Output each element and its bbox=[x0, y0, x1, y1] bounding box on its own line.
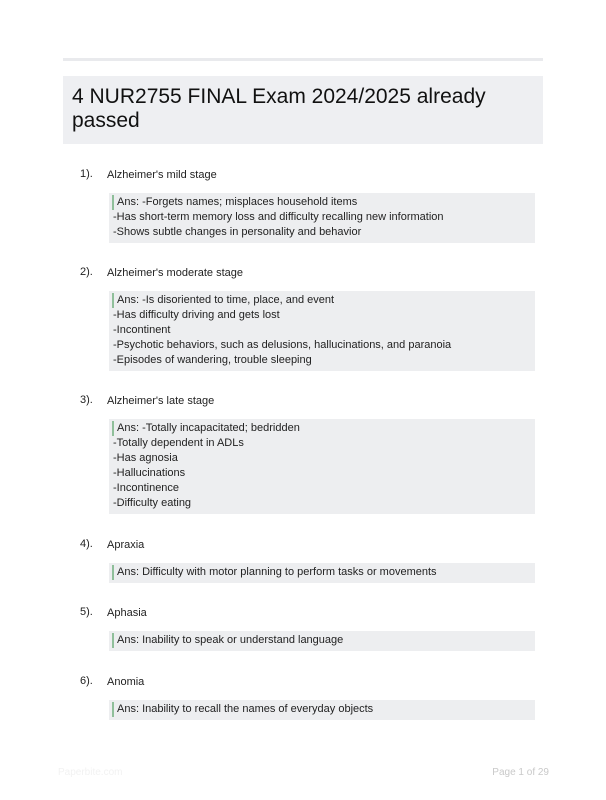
question-number: 6). bbox=[80, 675, 93, 687]
question-text: Alzheimer's mild stage bbox=[107, 169, 217, 181]
answer-line: -Psychotic behaviors, such as delusions, hallucinations, and paranoia bbox=[113, 339, 452, 351]
question-number: 4). bbox=[80, 538, 93, 550]
question-number: 2). bbox=[80, 266, 93, 278]
question-number: 3). bbox=[80, 394, 93, 406]
footer-watermark: Paperbite.com bbox=[58, 767, 123, 778]
answer-line: -Difficulty eating bbox=[113, 497, 192, 509]
answer-line: Ans: Difficulty with motor planning to perform tasks or movements bbox=[112, 565, 531, 580]
answer-line: -Has agnosia bbox=[113, 452, 178, 464]
answer-line: -Totally dependent in ADLs bbox=[113, 437, 244, 449]
answer-box bbox=[109, 193, 535, 243]
question-text: Apraxia bbox=[107, 539, 145, 551]
answer-box bbox=[109, 563, 535, 583]
question-text: Alzheimer's moderate stage bbox=[107, 267, 243, 279]
answer-box bbox=[109, 419, 535, 514]
answer-line: Ans: -Is disoriented to time, place, and event bbox=[112, 293, 531, 308]
page-indicator: Page 1 of 29 bbox=[492, 767, 549, 778]
top-divider bbox=[63, 58, 543, 61]
answer-box bbox=[109, 700, 535, 720]
answer-line: Ans: Inability to speak or understand language bbox=[112, 633, 531, 648]
answer-line: -Episodes of wandering, trouble sleeping bbox=[113, 354, 312, 366]
answer-line: Ans: -Totally incapacitated; bedridden bbox=[112, 421, 531, 436]
question-text: Aphasia bbox=[107, 607, 147, 619]
page-title: 4 NUR2755 FINAL Exam 2024/2025 already passed bbox=[72, 85, 486, 132]
answer-line: -Incontinence bbox=[113, 482, 180, 494]
answer-box bbox=[109, 631, 535, 651]
question-number: 5). bbox=[80, 606, 93, 618]
answer-line: -Has short-term memory loss and difficulty recalling new information bbox=[113, 211, 444, 223]
question-text: Anomia bbox=[107, 676, 145, 688]
answer-line: Ans: -Forgets names; misplaces household items bbox=[112, 195, 531, 210]
question-text: Alzheimer's late stage bbox=[107, 395, 215, 407]
answer-line: -Shows subtle changes in personality and behavior bbox=[113, 226, 362, 238]
answer-line: -Incontinent bbox=[113, 324, 171, 336]
title-banner bbox=[63, 76, 543, 144]
answer-line: Ans: Inability to recall the names of everyday objects bbox=[112, 702, 531, 717]
answer-line: -Hallucinations bbox=[113, 467, 186, 479]
answer-line: -Has difficulty driving and gets lost bbox=[113, 309, 280, 321]
question-number: 1). bbox=[80, 168, 93, 180]
answer-box bbox=[109, 291, 535, 371]
